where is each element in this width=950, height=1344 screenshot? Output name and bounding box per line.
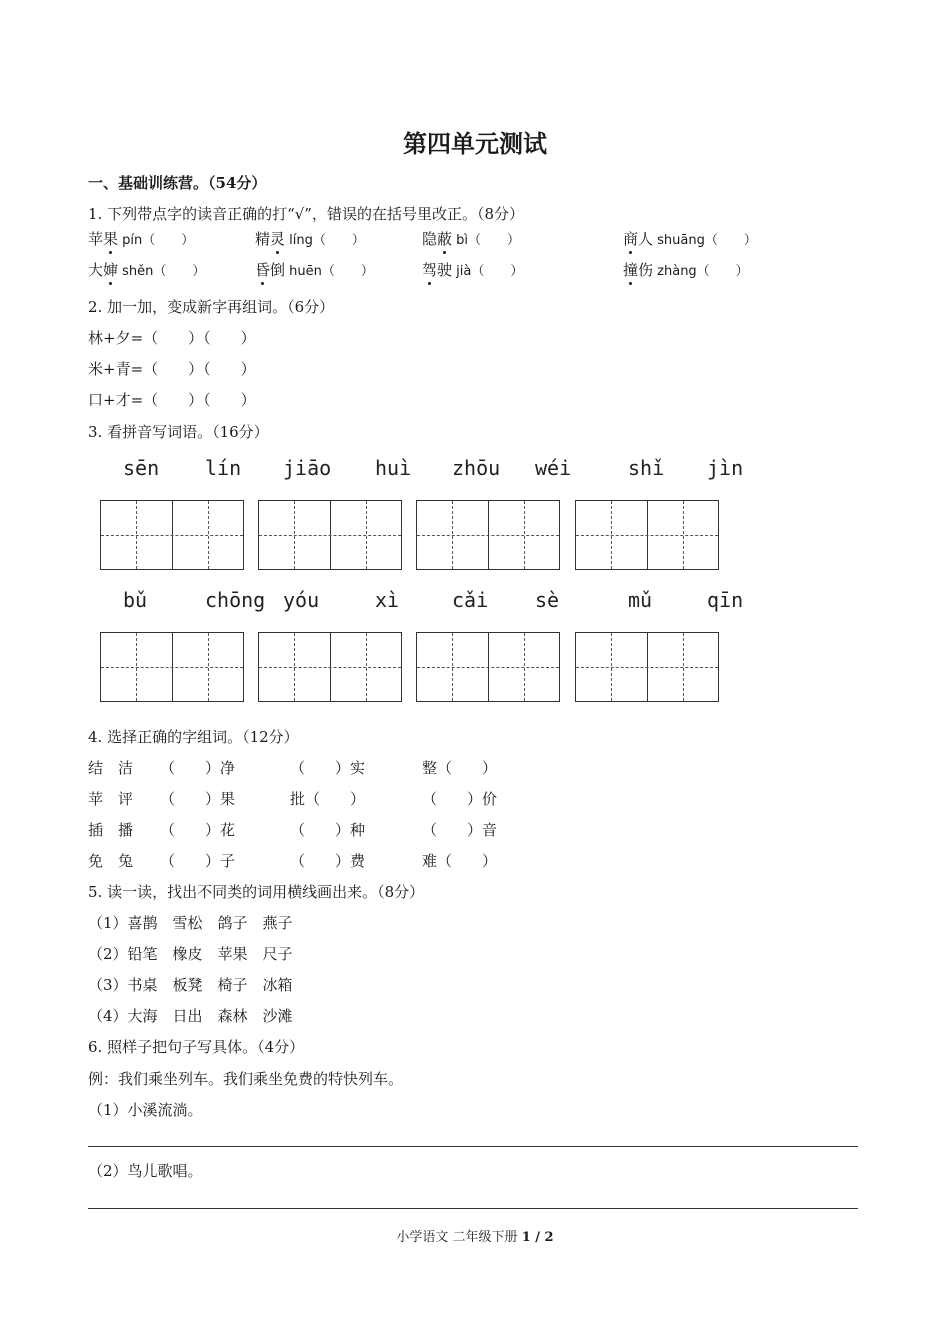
pinyin-label: huì xyxy=(375,456,412,480)
grid-line xyxy=(294,501,295,569)
tianzige-box[interactable] xyxy=(575,632,719,702)
q6-example: 例：我们乘坐列车。我们乘坐免费的特快列车。 xyxy=(88,1070,404,1088)
dotted-character: 撞 xyxy=(623,261,639,279)
character-choices: 结 洁 xyxy=(88,759,134,777)
q5-prompt: 5. 读一读，找出不同类的词用横线画出来。（8分） xyxy=(88,883,425,901)
pinyin-label: lín xyxy=(205,456,242,480)
word-part: 苹 xyxy=(88,230,104,248)
word-part: 人 xyxy=(638,230,654,248)
pinyin-label: bǔ xyxy=(123,588,148,612)
footer-text: 小学语文 二年级下册 xyxy=(396,1230,518,1245)
grid-line xyxy=(452,633,453,701)
pinyin-answer: bì（ ） xyxy=(452,233,521,248)
q5-line: （3）书桌 板凳 椅子 冰箱 xyxy=(88,976,293,994)
pinyin-label: chōng xyxy=(205,588,266,612)
pronunciation-item xyxy=(623,228,757,249)
section-heading: 一、基础训练营。（54分） xyxy=(88,174,267,192)
grid-line xyxy=(366,633,367,701)
q2-prompt: 2. 加一加，变成新字再组词。（6分） xyxy=(88,298,335,316)
grid-line xyxy=(524,501,525,569)
pinyin-label: sēn xyxy=(123,456,160,480)
pinyin-label: zhōu xyxy=(452,456,501,480)
tianzige-box[interactable] xyxy=(258,500,402,570)
grid-line xyxy=(524,633,525,701)
word-blank[interactable]: 整（ ） xyxy=(422,759,498,777)
pronunciation-item xyxy=(255,228,365,249)
dotted-character: 蔽 xyxy=(437,230,453,248)
q2-line: 米+青=（ ）（ ） xyxy=(88,360,256,378)
grid-line xyxy=(208,633,209,701)
word-blank[interactable]: （ ）子 xyxy=(160,852,236,870)
q5-line: （1）喜鹊 雪松 鸽子 燕子 xyxy=(88,914,293,932)
dotted-character: 婶 xyxy=(103,261,119,279)
grid-line xyxy=(576,535,718,536)
word-part: 驶 xyxy=(437,261,453,279)
grid-line xyxy=(683,501,684,569)
q1-prompt: 1. 下列带点字的读音正确的打“√”，错误的在括号里改正。（8分） xyxy=(88,205,525,223)
character-choices: 免 兔 xyxy=(88,852,134,870)
pinyin-answer: pín（ ） xyxy=(118,233,195,248)
pronunciation-item xyxy=(88,228,194,249)
pinyin-label: jiāo xyxy=(283,456,332,480)
pinyin-answer: shěn（ ） xyxy=(118,264,206,279)
word-part: 精 xyxy=(255,230,271,248)
grid-line xyxy=(683,633,684,701)
q5-line: （2）铅笔 橡皮 苹果 尺子 xyxy=(88,945,293,963)
pinyin-label: shǐ xyxy=(628,456,665,480)
grid-line xyxy=(294,633,295,701)
q5-line: （4）大海 日出 森林 沙滩 xyxy=(88,1007,293,1025)
pinyin-answer: shuāng（ ） xyxy=(653,233,757,248)
word-part: 倒 xyxy=(270,261,286,279)
grid-line xyxy=(259,535,401,536)
pinyin-label: xì xyxy=(375,588,400,612)
pinyin-label: yóu xyxy=(283,588,320,612)
word-part: 隐 xyxy=(422,230,438,248)
grid-line xyxy=(208,501,209,569)
tianzige-box[interactable] xyxy=(416,632,560,702)
q3-prompt: 3. 看拼音写词语。（16分） xyxy=(88,423,269,441)
word-blank[interactable]: （ ）种 xyxy=(290,821,366,839)
character-choices: 插 播 xyxy=(88,821,134,839)
grid-line xyxy=(452,501,453,569)
dotted-character: 昏 xyxy=(255,261,271,279)
pinyin-label: jìn xyxy=(707,456,744,480)
page-number: 1 / 2 xyxy=(521,1230,554,1245)
word-part: 大 xyxy=(88,261,104,279)
word-blank[interactable]: （ ）价 xyxy=(422,790,498,808)
q2-line: 口+才=（ ）（ ） xyxy=(88,391,256,409)
word-blank[interactable]: （ ）净 xyxy=(160,759,236,777)
pronunciation-item xyxy=(88,259,205,280)
grid-line xyxy=(136,501,137,569)
grid-line xyxy=(101,667,243,668)
dotted-character: 商 xyxy=(623,230,639,248)
q2-line: 林+夕=（ ）（ ） xyxy=(88,329,256,347)
pinyin-label: sè xyxy=(535,588,560,612)
pronunciation-item xyxy=(422,259,523,280)
grid-line xyxy=(417,667,559,668)
pinyin-label: mǔ xyxy=(628,588,653,612)
word-part: 伤 xyxy=(638,261,654,279)
grid-line xyxy=(101,535,243,536)
tianzige-box[interactable] xyxy=(258,632,402,702)
word-blank[interactable]: 难（ ） xyxy=(422,852,498,870)
tianzige-box[interactable] xyxy=(575,500,719,570)
word-blank[interactable]: （ ）音 xyxy=(422,821,498,839)
pronunciation-item xyxy=(422,228,520,249)
grid-line xyxy=(576,667,718,668)
tianzige-box[interactable] xyxy=(416,500,560,570)
pinyin-answer: zhàng（ ） xyxy=(653,264,749,279)
pinyin-answer: líng（ ） xyxy=(285,233,365,248)
answer-line[interactable] xyxy=(88,1208,858,1209)
character-choices: 苹 评 xyxy=(88,790,134,808)
grid-line xyxy=(417,535,559,536)
page-footer xyxy=(0,1226,950,1245)
tianzige-box[interactable] xyxy=(100,632,244,702)
pinyin-answer: jià（ ） xyxy=(452,264,524,279)
grid-line xyxy=(136,633,137,701)
word-blank[interactable]: （ ）花 xyxy=(160,821,236,839)
dotted-character: 驾 xyxy=(422,261,438,279)
tianzige-box[interactable] xyxy=(100,500,244,570)
grid-line xyxy=(611,633,612,701)
word-blank[interactable]: （ ）费 xyxy=(290,852,366,870)
word-blank[interactable]: （ ）果 xyxy=(160,790,236,808)
q6-item: （2）鸟儿歌唱。 xyxy=(88,1162,203,1180)
pinyin-label: cǎi xyxy=(452,588,489,612)
pinyin-label: wéi xyxy=(535,456,572,480)
answer-line[interactable] xyxy=(88,1146,858,1147)
pronunciation-item xyxy=(623,259,749,280)
grid-line xyxy=(366,501,367,569)
pinyin-label: qīn xyxy=(707,588,744,612)
grid-line xyxy=(259,667,401,668)
q6-prompt: 6. 照样子把句子写具体。（4分） xyxy=(88,1038,305,1056)
grid-line xyxy=(611,501,612,569)
dotted-character: 灵 xyxy=(270,230,286,248)
pronunciation-item xyxy=(255,259,374,280)
dotted-character: 果 xyxy=(103,230,119,248)
word-blank[interactable]: 批（ ） xyxy=(290,790,366,808)
q4-prompt: 4. 选择正确的字组词。（12分） xyxy=(88,728,299,746)
q6-item: （1）小溪流淌。 xyxy=(88,1101,203,1119)
word-blank[interactable]: （ ）实 xyxy=(290,759,366,777)
pinyin-answer: huēn（ ） xyxy=(285,264,374,279)
page-title: 第四单元测试 xyxy=(403,129,547,158)
